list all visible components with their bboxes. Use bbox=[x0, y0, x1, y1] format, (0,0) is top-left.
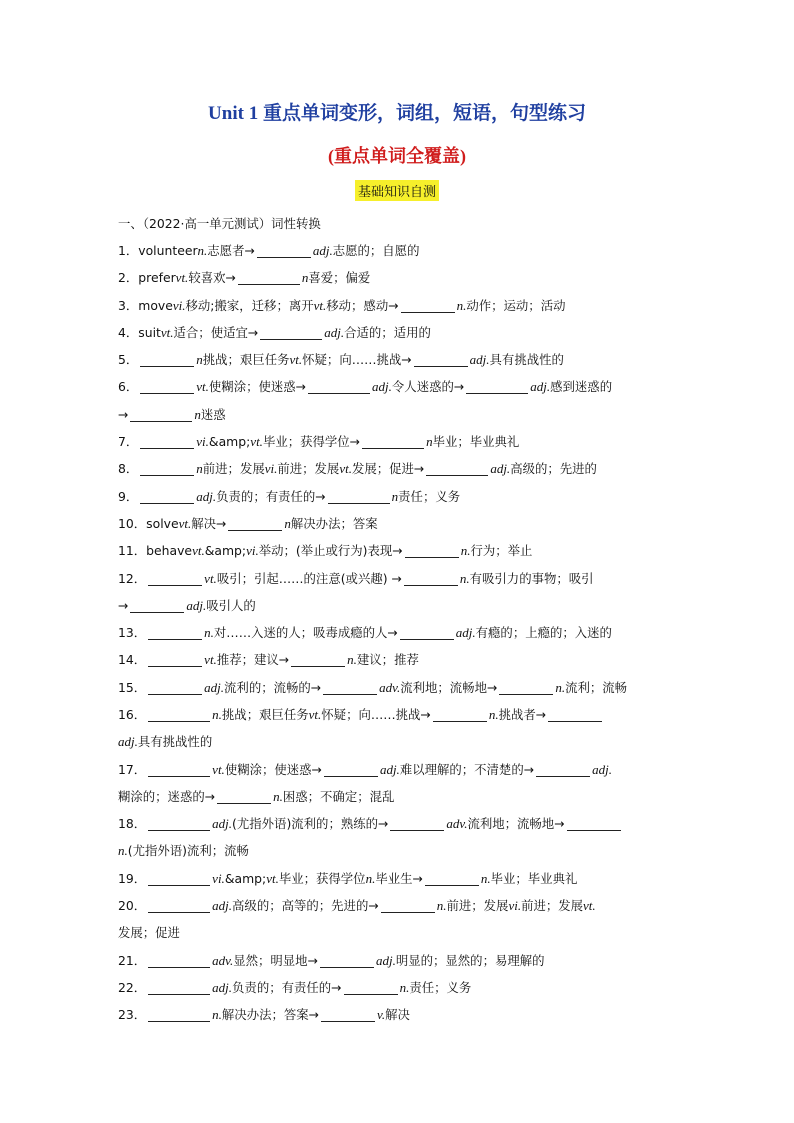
exercise-item-18: 18． adj. (尤指外语)流利的；熟练的→ adv. 流利地；流畅地→ bbox=[118, 811, 678, 838]
answer-blank[interactable] bbox=[257, 244, 311, 258]
exercise-list bbox=[118, 210, 678, 1029]
answer-blank[interactable] bbox=[140, 353, 194, 367]
answer-blank[interactable] bbox=[400, 626, 454, 640]
page-subtitle: (重点单词全覆盖) bbox=[328, 146, 466, 166]
section-heading: 一、（2022·高一单元测试）词性转换 bbox=[118, 215, 321, 231]
exercise-item-11: 11．behave vt. &amp; vi. 举动；(举止或行为)表现→ n. 行为；举止 bbox=[118, 543, 533, 559]
answer-blank[interactable] bbox=[217, 790, 271, 804]
answer-blank[interactable] bbox=[425, 872, 479, 886]
answer-blank[interactable] bbox=[228, 517, 282, 531]
answer-blank[interactable] bbox=[140, 462, 194, 476]
exercise-item-1: 1．volunteer n. 志愿者→ adj. 志愿的；自愿的 bbox=[118, 242, 420, 258]
section-badge: 基础知识自测 bbox=[355, 180, 439, 201]
exercise-item-21: 21． adv. 显然；明显地→ adj. 明显的；显然的；易理解的 bbox=[118, 952, 545, 968]
exercise-item-15: 15． adj. 流利的；流畅的→ adv. 流利地；流畅地→ n. 流利；流畅 bbox=[118, 679, 628, 695]
answer-blank[interactable] bbox=[130, 599, 184, 613]
answer-blank[interactable] bbox=[140, 435, 194, 449]
page-title: Unit 1 重点单词变形，词组，短语，句型练习 bbox=[208, 103, 586, 124]
answer-blank[interactable] bbox=[362, 435, 424, 449]
answer-blank[interactable] bbox=[404, 572, 458, 586]
answer-blank[interactable] bbox=[323, 681, 377, 695]
answer-blank[interactable] bbox=[238, 271, 300, 285]
exercise-item-16: 16． n. 挑战；艰巨任务 vt. 怀疑；向……挑战→ n. 挑战者→ bbox=[118, 701, 678, 728]
answer-blank[interactable] bbox=[405, 544, 459, 558]
answer-blank[interactable] bbox=[148, 954, 210, 968]
answer-blank[interactable] bbox=[260, 326, 322, 340]
exercise-item-23: 23． n. 解决办法；答案→ v. 解决 bbox=[118, 1007, 410, 1023]
answer-blank[interactable] bbox=[148, 1008, 210, 1022]
answer-blank[interactable] bbox=[381, 899, 435, 913]
exercise-item-12: 12． vt. 吸引；引起……的注意(或兴趣) → n. 有吸引力的事物；吸引 bbox=[118, 570, 594, 586]
exercise-item-4: 4．suit vt. 适合；使适宜→ adj. 合适的；适用的 bbox=[118, 324, 431, 340]
answer-blank[interactable] bbox=[148, 626, 202, 640]
answer-blank[interactable] bbox=[308, 380, 370, 394]
answer-blank[interactable] bbox=[466, 380, 528, 394]
exercise-item-5: 5． n 挑战；艰巨任务 vt. 怀疑；向……挑战→ adj. 具有挑战性的 bbox=[118, 352, 564, 368]
badge-row bbox=[0, 180, 794, 201]
answer-blank[interactable] bbox=[344, 981, 398, 995]
exercise-item-20-cont: 发展；促进 bbox=[118, 925, 180, 941]
exercise-item-3: 3．move vi. 移动;搬家，迁移；离开 vt. 移动；感动→ n. 动作；运动；活动 bbox=[118, 297, 566, 313]
exercise-item-7: 7． vi. &amp; vt. 毕业；获得学位→ n 毕业；毕业典礼 bbox=[118, 434, 520, 450]
answer-blank[interactable] bbox=[567, 817, 621, 831]
answer-blank[interactable] bbox=[321, 1008, 375, 1022]
answer-blank[interactable] bbox=[324, 763, 378, 777]
answer-blank[interactable] bbox=[130, 408, 192, 422]
exercise-item-18-cont: n. (尤指外语)流利；流畅 bbox=[118, 843, 249, 859]
answer-blank[interactable] bbox=[148, 872, 210, 886]
answer-blank[interactable] bbox=[320, 954, 374, 968]
exercise-item-6: 6． vt. 使糊涂；使迷惑→ adj. 令人迷惑的→ adj. 感到迷惑的 bbox=[118, 379, 613, 395]
exercise-item-8: 8． n 前进；发展 vi. 前进；发展 vt. 发展；促进→ adj. 高级的；先进的 bbox=[118, 461, 597, 477]
answer-blank[interactable] bbox=[390, 817, 444, 831]
answer-blank[interactable] bbox=[548, 708, 602, 722]
answer-blank[interactable] bbox=[328, 490, 390, 504]
exercise-item-17: 17． vt. 使糊涂；使迷惑→ adj. 难以理解的；不清楚的→ adj. bbox=[118, 761, 612, 777]
exercise-item-19: 19． vi. &amp; vt. 毕业；获得学位 n. 毕业生→ n. 毕业；毕业典礼 bbox=[118, 870, 578, 886]
answer-blank[interactable] bbox=[148, 572, 202, 586]
exercise-item-22: 22． adj. 负责的；有责任的→ n. 责任；义务 bbox=[118, 979, 472, 995]
answer-blank[interactable] bbox=[499, 681, 553, 695]
exercise-item-2: 2．prefer vt. 较喜欢→ n 喜爱；偏爱 bbox=[118, 270, 371, 286]
answer-blank[interactable] bbox=[401, 299, 455, 313]
answer-blank[interactable] bbox=[148, 817, 210, 831]
answer-blank[interactable] bbox=[433, 708, 487, 722]
exercise-item-12-cont: → adj. 吸引人的 bbox=[118, 597, 256, 613]
exercise-item-16-cont: adj. 具有挑战性的 bbox=[118, 734, 213, 750]
answer-blank[interactable] bbox=[140, 380, 194, 394]
exercise-item-6-cont: → n 迷惑 bbox=[118, 406, 226, 422]
exercise-item-9: 9． adj. 负责的；有责任的→ n 责任；义务 bbox=[118, 488, 461, 504]
answer-blank[interactable] bbox=[148, 708, 210, 722]
answer-blank[interactable] bbox=[140, 490, 194, 504]
answer-blank[interactable] bbox=[148, 653, 202, 667]
answer-blank[interactable] bbox=[536, 763, 590, 777]
exercise-item-17-cont: 糊涂的；迷惑的→ n. 困惑；不确定；混乱 bbox=[118, 788, 395, 804]
answer-blank[interactable] bbox=[414, 353, 468, 367]
answer-blank[interactable] bbox=[426, 462, 488, 476]
exercise-item-20: 20． adj. 高级的；高等的；先进的→ n. 前进；发展 vi. 前进；发展 vt. bbox=[118, 898, 596, 914]
answer-blank[interactable] bbox=[148, 763, 210, 777]
answer-blank[interactable] bbox=[148, 899, 210, 913]
answer-blank[interactable] bbox=[148, 981, 210, 995]
exercise-item-10: 10．solve vt. 解决→ n 解决办法；答案 bbox=[118, 515, 378, 531]
exercise-item-14: 14． vt. 推荐；建议→ n. 建议；推荐 bbox=[118, 652, 419, 668]
answer-blank[interactable] bbox=[148, 681, 202, 695]
exercise-item-13: 13． n. 对……入迷的人；吸毒成瘾的人→ adj. 有瘾的；上瘾的；入迷的 bbox=[118, 625, 612, 641]
answer-blank[interactable] bbox=[291, 653, 345, 667]
